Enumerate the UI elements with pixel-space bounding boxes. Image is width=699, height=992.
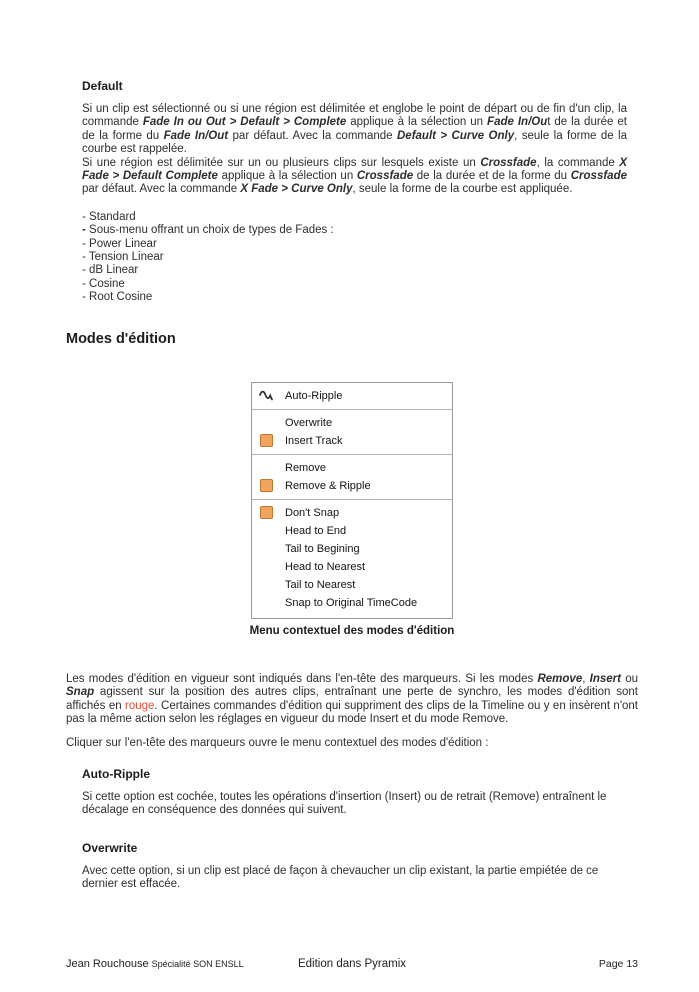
list-item: - Sous-menu offrant un choix de types de Fades : [82, 224, 334, 237]
menu-item-label: Remove [285, 461, 326, 474]
menu-item-label: Head to Nearest [285, 560, 366, 573]
orange-toggle-icon [260, 479, 273, 492]
paragraph-cliquer: Cliquer sur l'en-tête des marqueurs ouvre le menu contextuel des modes d'édition : [66, 737, 489, 750]
menu-separator [252, 454, 452, 455]
menu-separator [252, 409, 452, 410]
menu-item-label: Auto-Ripple [285, 389, 343, 402]
orange-toggle-icon [260, 434, 273, 447]
footer-specialty: Spécialité SON ENSLL [151, 959, 244, 969]
context-menu-figure [66, 382, 638, 637]
menu-item-head-to-end [252, 522, 452, 540]
list-item: - dB Linear [82, 264, 139, 277]
icon-spacer [259, 560, 273, 574]
menu-item-label: Snap to Original TimeCode [285, 596, 418, 609]
list-item: - Tension Linear [82, 251, 164, 264]
icon-spacer [259, 596, 273, 610]
figure-caption: Menu contextuel des modes d'édition [249, 624, 455, 637]
menu-item-insert-track [252, 432, 452, 450]
fade-types-list [82, 211, 627, 305]
menu-separator [252, 499, 452, 500]
list-item: - Root Cosine [82, 291, 153, 304]
list-item: - Standard [82, 210, 136, 223]
icon-spacer [259, 524, 273, 538]
orange-toggle-icon [260, 506, 273, 519]
section-heading-overwrite: Overwrite [82, 840, 138, 855]
menu-item-label: Head to End [285, 524, 347, 537]
list-item: - Power Linear [82, 237, 157, 250]
paragraph-overwrite: Avec cette option, si un clip est placé de façon à chevaucher un clip existant, la partie empiétée de ce dernier est effacée. [82, 864, 599, 890]
footer-doc-title: Edition dans Pyramix [297, 958, 407, 970]
list-item: - Cosine [82, 277, 125, 290]
menu-item-label: Don't Snap [285, 506, 340, 519]
icon-spacer [259, 578, 273, 592]
menu-item-label: Tail to Begining [285, 542, 360, 555]
paragraph-default-1: Si un clip est sélectionné ou si une région est délimitée et englobe le point de départ ou de fin d'un clip, la commande Fade In ou Out > Default > Complete applique à la sélection un Fade In/Out de la durée et de la forme du Fade In/Out par défaut. Avec la commande Default > Curve Only, seule la forme de la courbe est rappelée. [82, 103, 628, 156]
section-heading-default: Default [82, 79, 123, 93]
footer-page-number: Page 13 [598, 958, 638, 970]
menu-item-overwrite [252, 414, 452, 432]
menu-item-head-to-nearest [252, 558, 452, 576]
paragraph-auto-ripple: Si cette option est cochée, toutes les opérations d'insertion (Insert) ou de retrait (Remove) entraînent le décalage en conséquence des données qui suivent. [82, 790, 607, 817]
icon-spacer [259, 542, 273, 556]
menu-item-remove-ripple [252, 477, 452, 495]
paragraph-default-2: Si une région est délimitée sur un ou plusieurs clips sur lesquels existe un Crossfade, la commande X Fade > Default Complete applique à la sélection un Crossfade de la durée et de la forme du Crossfade par défaut. Avec la commande X Fade > Curve Only, seule la forme de la courbe est appliquée. [82, 156, 627, 196]
icon-spacer [259, 461, 273, 475]
menu-item-snap-to-original-timecode [252, 594, 452, 612]
menu-item-label: Tail to Nearest [285, 578, 356, 591]
menu-item-label: Insert Track [285, 434, 343, 447]
paragraph-modes: Les modes d'édition en vigueur sont indiqués dans l'en-tête des marqueurs. Si les modes Remove, Insert ou Snap agissent sur la position des autres clips, entraînant une perte de synchro, les modes d'édition sont affichés en rouge. Certaines commandes d'édition qui suppriment des clips de la Timeline ou y en insèrent n'ont pas la même action selon les réglages en vigueur du mode Insert et du mode Remove. [66, 672, 639, 725]
section-heading-auto-ripple: Auto-Ripple [82, 766, 150, 781]
icon-spacer [259, 416, 273, 430]
menu-item-tail-to-begining [252, 540, 452, 558]
menu-item-label: Overwrite [285, 416, 333, 429]
menu-item-tail-to-nearest [252, 576, 452, 594]
menu-item-auto-ripple [252, 387, 452, 405]
menu-item-remove [252, 459, 452, 477]
edit-modes-context-menu [251, 382, 453, 619]
menu-item-dont-snap [252, 504, 452, 522]
footer-author: Jean Rouchouse Spécialité SON ENSLL [66, 958, 244, 970]
auto-ripple-wave-icon [259, 389, 273, 403]
page-footer [66, 958, 638, 970]
section-heading-modes-edition: Modes d'édition [66, 330, 176, 347]
menu-item-label: Remove & Ripple [285, 479, 371, 492]
